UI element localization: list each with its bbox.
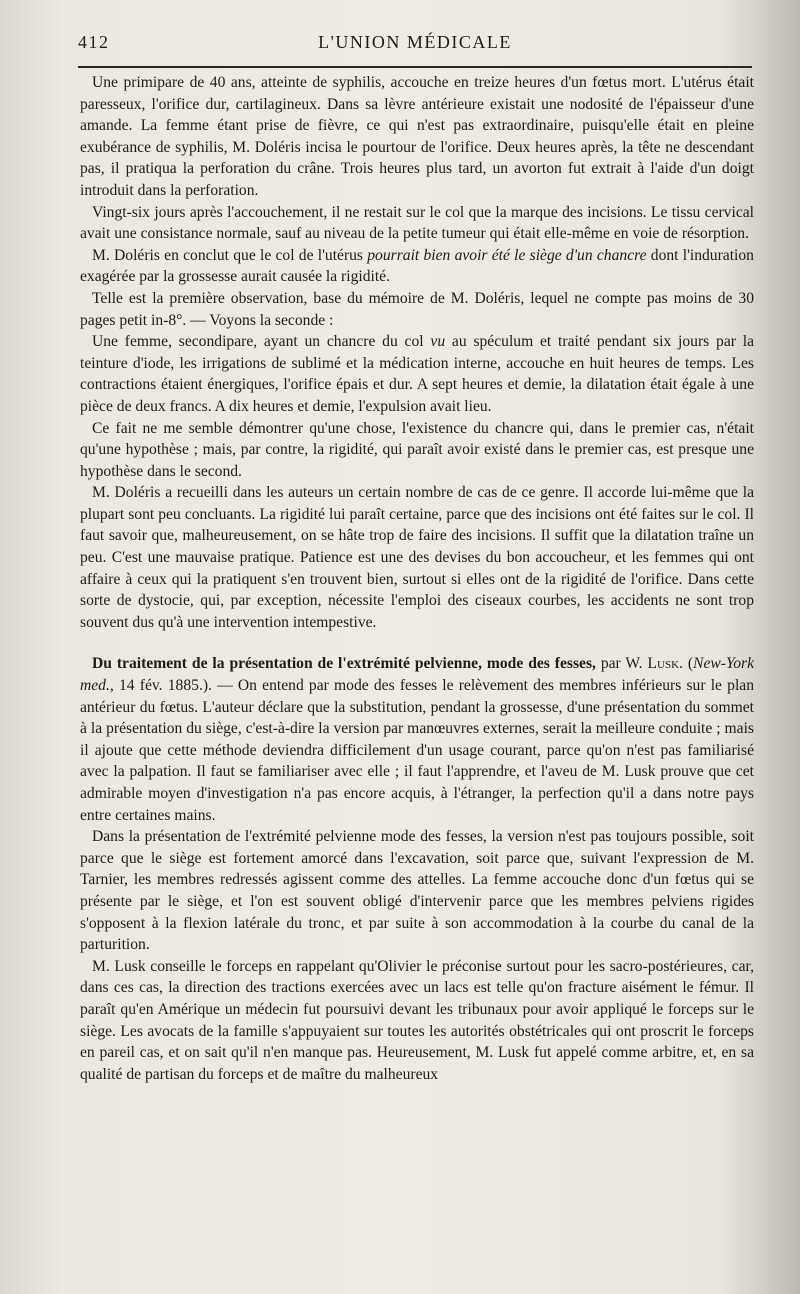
article-paragraph bbox=[80, 653, 754, 826]
text-run: On entend par mode des fesses le relèvement des membres inférieurs sur le plan antérieur du fœtus. L'auteur déclare que la substitution, pendant la grossesse, d'une présentation du sommet à la présentation du siège, c'est-à-dire la version par manœuvres externes, serait la meilleure conduite ; mais il ajoute que cette méthode deviendra difficilement d'un usage courant, parce qu'on n'est pas familiarisé avec la palpation. Il faut se familiariser avec elle ; il faut l'apprendre, et l'aveu de M. Lusk prouve que cet admirable moyen d'investigation n'a pas encore acquis, à l'étranger, la perfection qu'il a dans notre pays entre certaines mains. bbox=[80, 677, 754, 824]
paragraph: Dans la présentation de l'extrémité pelvienne mode des fesses, la version n'est pas toujours possible, soit parce que le siège est fortement amorcé dans l'excavation, soit parce que, suivant l'expression de M. Tarnier, les membres redressés agissent comme des attelles. La femme accouche donc d'un fœtus qui se présente par le siège, et l'on est souvent obligé d'intervenir parce que les membres pelviens rigides s'opposent à la flexion latérale du tronc, et par suite à son accommodation à la courbe du canal de la parturition. bbox=[80, 828, 754, 954]
journal-name: New-York med. bbox=[80, 655, 754, 695]
italic-text: pourrait bien avoir été le siège d'un chancre bbox=[367, 246, 647, 264]
section-gap bbox=[80, 633, 754, 653]
paragraph: Ce fait ne me semble démontrer qu'une chose, l'existence du chancre qui, dans le premier cas, n'était qu'une hypothèse ; mais, par contre, la rigidité, qui paraît avoir existé dans le premier cas, est presque une hypothèse dans le second. bbox=[80, 419, 754, 480]
article-title: Du traitement de la présentation de l'extrémité pelvienne, mode des fesses, bbox=[92, 655, 596, 673]
paragraph: M. Lusk conseille le forceps en rappelant qu'Olivier le préconise surtout pour les sacro-postérieures, car, dans ces cas, la direction des tractions exercées avec un lacs est telle qu'on fracture aisément le fémur. Il paraît qu'en Amérique un médecin fut poursuivi devant les tribunaux pour avoir appliqué le forceps sur le siège. Les avocats de la famille s'appuyaient sur toutes les autorités obstétricales qui ont proscrit le forceps en pareil cas, et on sait qu'il n'en manque pas. Heureusement, M. Lusk fut appelé comme arbitre, et, en sa qualité de partisan du forceps et de maître du malheureux bbox=[80, 957, 754, 1083]
paragraph bbox=[80, 331, 754, 417]
text-run: dont l'induration exagérée par la grossesse aurait causée la rigidité. bbox=[80, 246, 754, 286]
paragraph: Vingt-six jours après l'accouchement, il ne restait sur le col que la marque des incisions. Le tissu cervical avait une consistance normale, sauf au niveau de la petite tumeur qui était elle-même en voie de résorption. bbox=[80, 203, 754, 243]
text-run: Une femme, secondipare, ayant un chancre du col bbox=[92, 333, 431, 351]
text-run: , 14 fév. 1885.). — bbox=[109, 677, 238, 695]
text-run: . ( bbox=[679, 655, 694, 673]
header-rule bbox=[78, 66, 752, 68]
article-author: Lusk bbox=[647, 655, 680, 673]
text-run: par W. bbox=[595, 655, 648, 673]
text-run: M. Doléris en conclut que le col de l'utérus bbox=[92, 246, 368, 264]
text-run: au spéculum et traité pendant six jours par la teinture d'iode, les irrigations de sublimé et la médication interne, accouche en huit heures de temps. Les contractions étaient énergiques, l'orifice épais et dur. A sept heures et demie, la dilatation était égale à une pièce de deux francs. A dix heures et demie, l'expulsion avait lieu. bbox=[80, 333, 754, 415]
paragraph: Une primipare de 40 ans, atteinte de syphilis, accouche en treize heures d'un fœtus mort. L'utérus était paresseux, l'orifice dur, cartilagineux. Dans sa lèvre antérieure existait une nodosité de l'épaisseur d'une amande. La femme étant prise de fièvre, ce qui n'est pas extraordinaire, puisqu'elle était en pleine exubérance de syphilis, M. Doléris incisa le pourtour de l'orifice. Deux heures après, la tête ne descendant pas, il pratiqua la perforation du crâne. Trois heures plus tard, un avorton fut extrait à l'aide d'un doigt introduit dans la perforation. bbox=[80, 74, 754, 199]
page-number: 412 bbox=[78, 32, 110, 52]
paragraph bbox=[80, 245, 754, 288]
running-title: L'UNION MÉDICALE bbox=[318, 32, 512, 52]
body-text bbox=[80, 72, 754, 1085]
page-header bbox=[78, 32, 752, 56]
italic-text: vu bbox=[430, 333, 446, 351]
paragraph: Telle est la première observation, base du mémoire de M. Doléris, lequel ne compte pas moins de 30 pages petit in-8°. — Voyons la seconde : bbox=[80, 289, 754, 329]
paragraph: M. Doléris a recueilli dans les auteurs un certain nombre de cas de ce genre. Il accorde lui-même que la plupart sont peu concluants. La rigidité lui paraît certaine, parce que des incisions ont été faites sur le col. Il faut savoir que, malheureusement, on se hâte trop de faire des incisions. Il suffit que la dilatation traîne un peu. C'est une mauvaise pratique. Patience est une des devises du bon accoucheur, et les femmes qui ont affaire à ceux qui la pratiquent s'en trouvent bien, surtout si elles ont de la rigidité de l'orifice. Dans cette sorte de dystocie, qui, par exception, nécessite l'emploi des ciseaux courbes, les accidents ne sont trop souvent dus qu'à une intervention intempestive. bbox=[80, 484, 754, 631]
